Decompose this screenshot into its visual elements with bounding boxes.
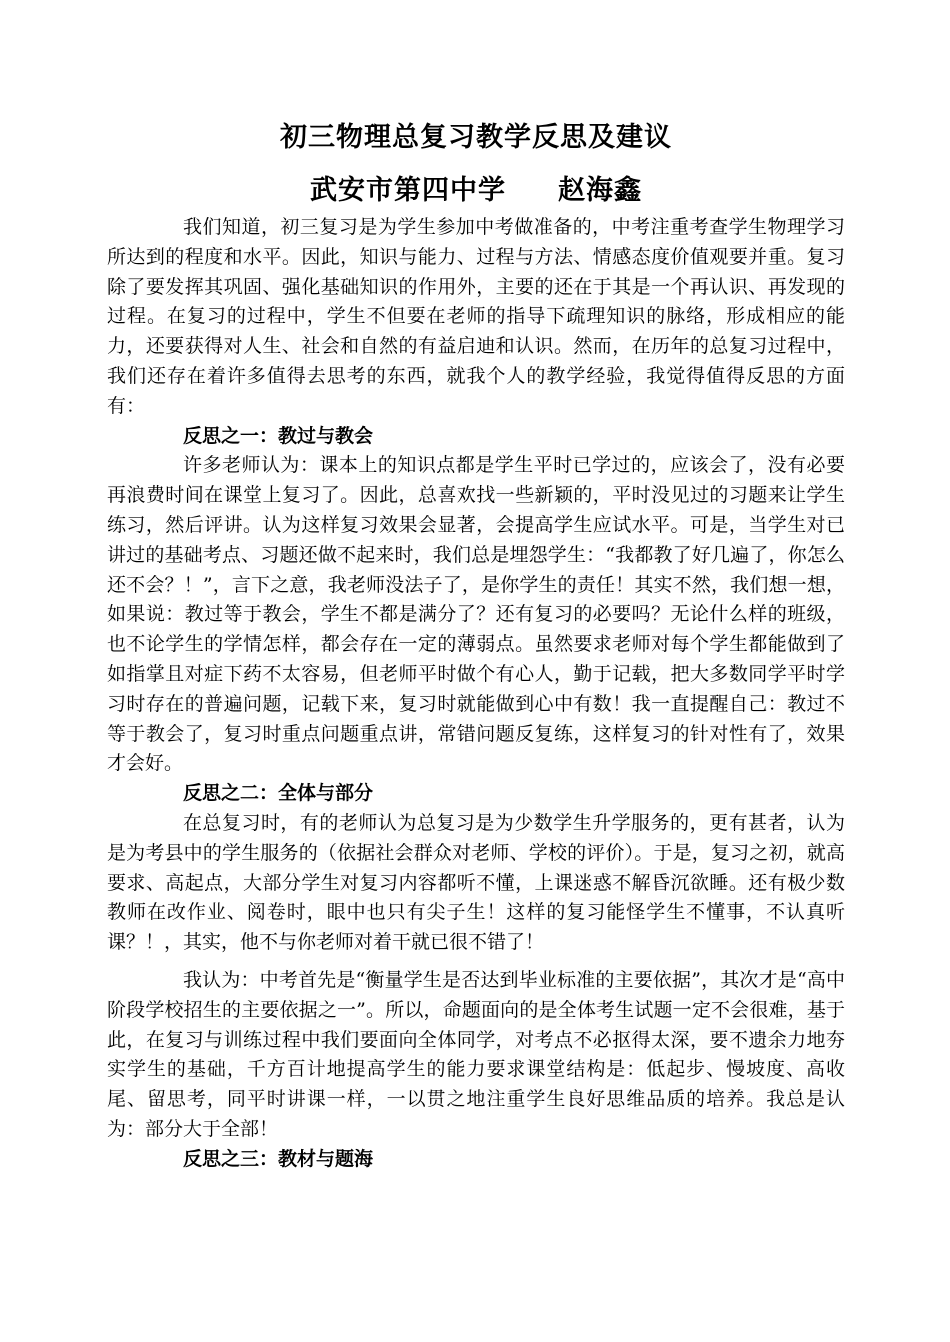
school-name: 武安市第四中学 xyxy=(310,175,506,206)
section-1-paragraph: 许多老师认为：课本上的知识点都是学生平时已学过的，应该会了，没有必要再浪费时间在课堂上复习了。因此，总喜欢找一些新颖的，平时没见过的习题来让学生练习，然后评讲。认为这样复习效果会显著，会提高学生应试水平。可是，当学生对已讲过的基础考点、习题还做不起来时，我们总是埋怨学生：“我都教了好几遍了，你怎么还不会？！”，言下之意，我老师没法子了，是你学生的责任！其实不然，我们想一想，如果说：教过等于教会，学生不都是满分了？还有复习的必要吗？无论什么样的班级，也不论学生的学情怎样，都会存在一定的薄弱点。虽然要求老师对每个学生都能做到了如指掌且对症下药不太容易，但老师平时做个有心人，勤于记载，把大多数同学平时学习时存在的普遍问题，记载下来，复习时就能做到心中有数！我一直提醒自己：教过不等于教会了，复习时重点问题重点讲，常错问题反复练，这样复习的针对性有了，效果才会好。 xyxy=(107,454,845,775)
section-2-paragraph-2: 我认为：中考首先是“衡量学生是否达到毕业标准的主要依据”，其次才是“高中阶段学校招生的主要依据之一”。所以，命题面向的是全体考生试题一定不会很难，基于此，在复习与训练过程中我们要面向全体同学，对考点不必抠得太深，要不遗余力地夯实学生的基础，千方百计地提高学生的能力要求课堂结构是：低起步、慢坡度、高收尾、留思考，同平时讲课一样，一以贯之地注重学生良好思维品质的培养。我总是认为：部分大于全部！ xyxy=(107,968,845,1140)
document-byline xyxy=(107,171,845,211)
author-name: 赵海鑫 xyxy=(558,175,642,206)
intro-paragraph: 我们知道，初三复习是为学生参加中考做准备的，中考注重考查学生物理学习所达到的程度和水平。因此，知识与能力、过程与方法、情感态度价值观要并重。复习除了要发挥其巩固、强化基础知识的作用外，主要的还在于其是一个再认识、再发现的过程。在复习的过程中，学生不但要在老师的指导下疏理知识的脉络，形成相应的能力，还要获得对人生、社会和自然的有益启迪和认识。然而，在历年的总复习过程中，我们还存在着许多值得去思考的东西，就我个人的教学经验，我觉得值得反思的方面有： xyxy=(107,216,845,417)
section-2-paragraph-1: 在总复习时，有的老师认为总复习是为少数学生升学服务的，更有甚者，认为是为考县中的学生服务的（依据社会群众对老师、学校的评价）。于是，复习之初，就高要求、高起点，大部分学生对复习内容都听不懂，上课迷惑不解昏沉欲睡。还有极少数教师在改作业、阅卷时，眼中也只有尖子生！这样的复习能怪学生不懂事，不认真听课？！，其实，他不与你老师对着干就已很不错了！ xyxy=(107,811,845,954)
section-heading-2: 反思之二：全体与部分 xyxy=(183,782,374,805)
section-heading-3: 反思之三：教材与题海 xyxy=(183,1147,374,1170)
document-page xyxy=(107,118,845,1175)
section-heading-1: 反思之一：教过与教会 xyxy=(183,424,374,447)
document-title: 初三物理总复习教学反思及建议 xyxy=(280,122,672,153)
